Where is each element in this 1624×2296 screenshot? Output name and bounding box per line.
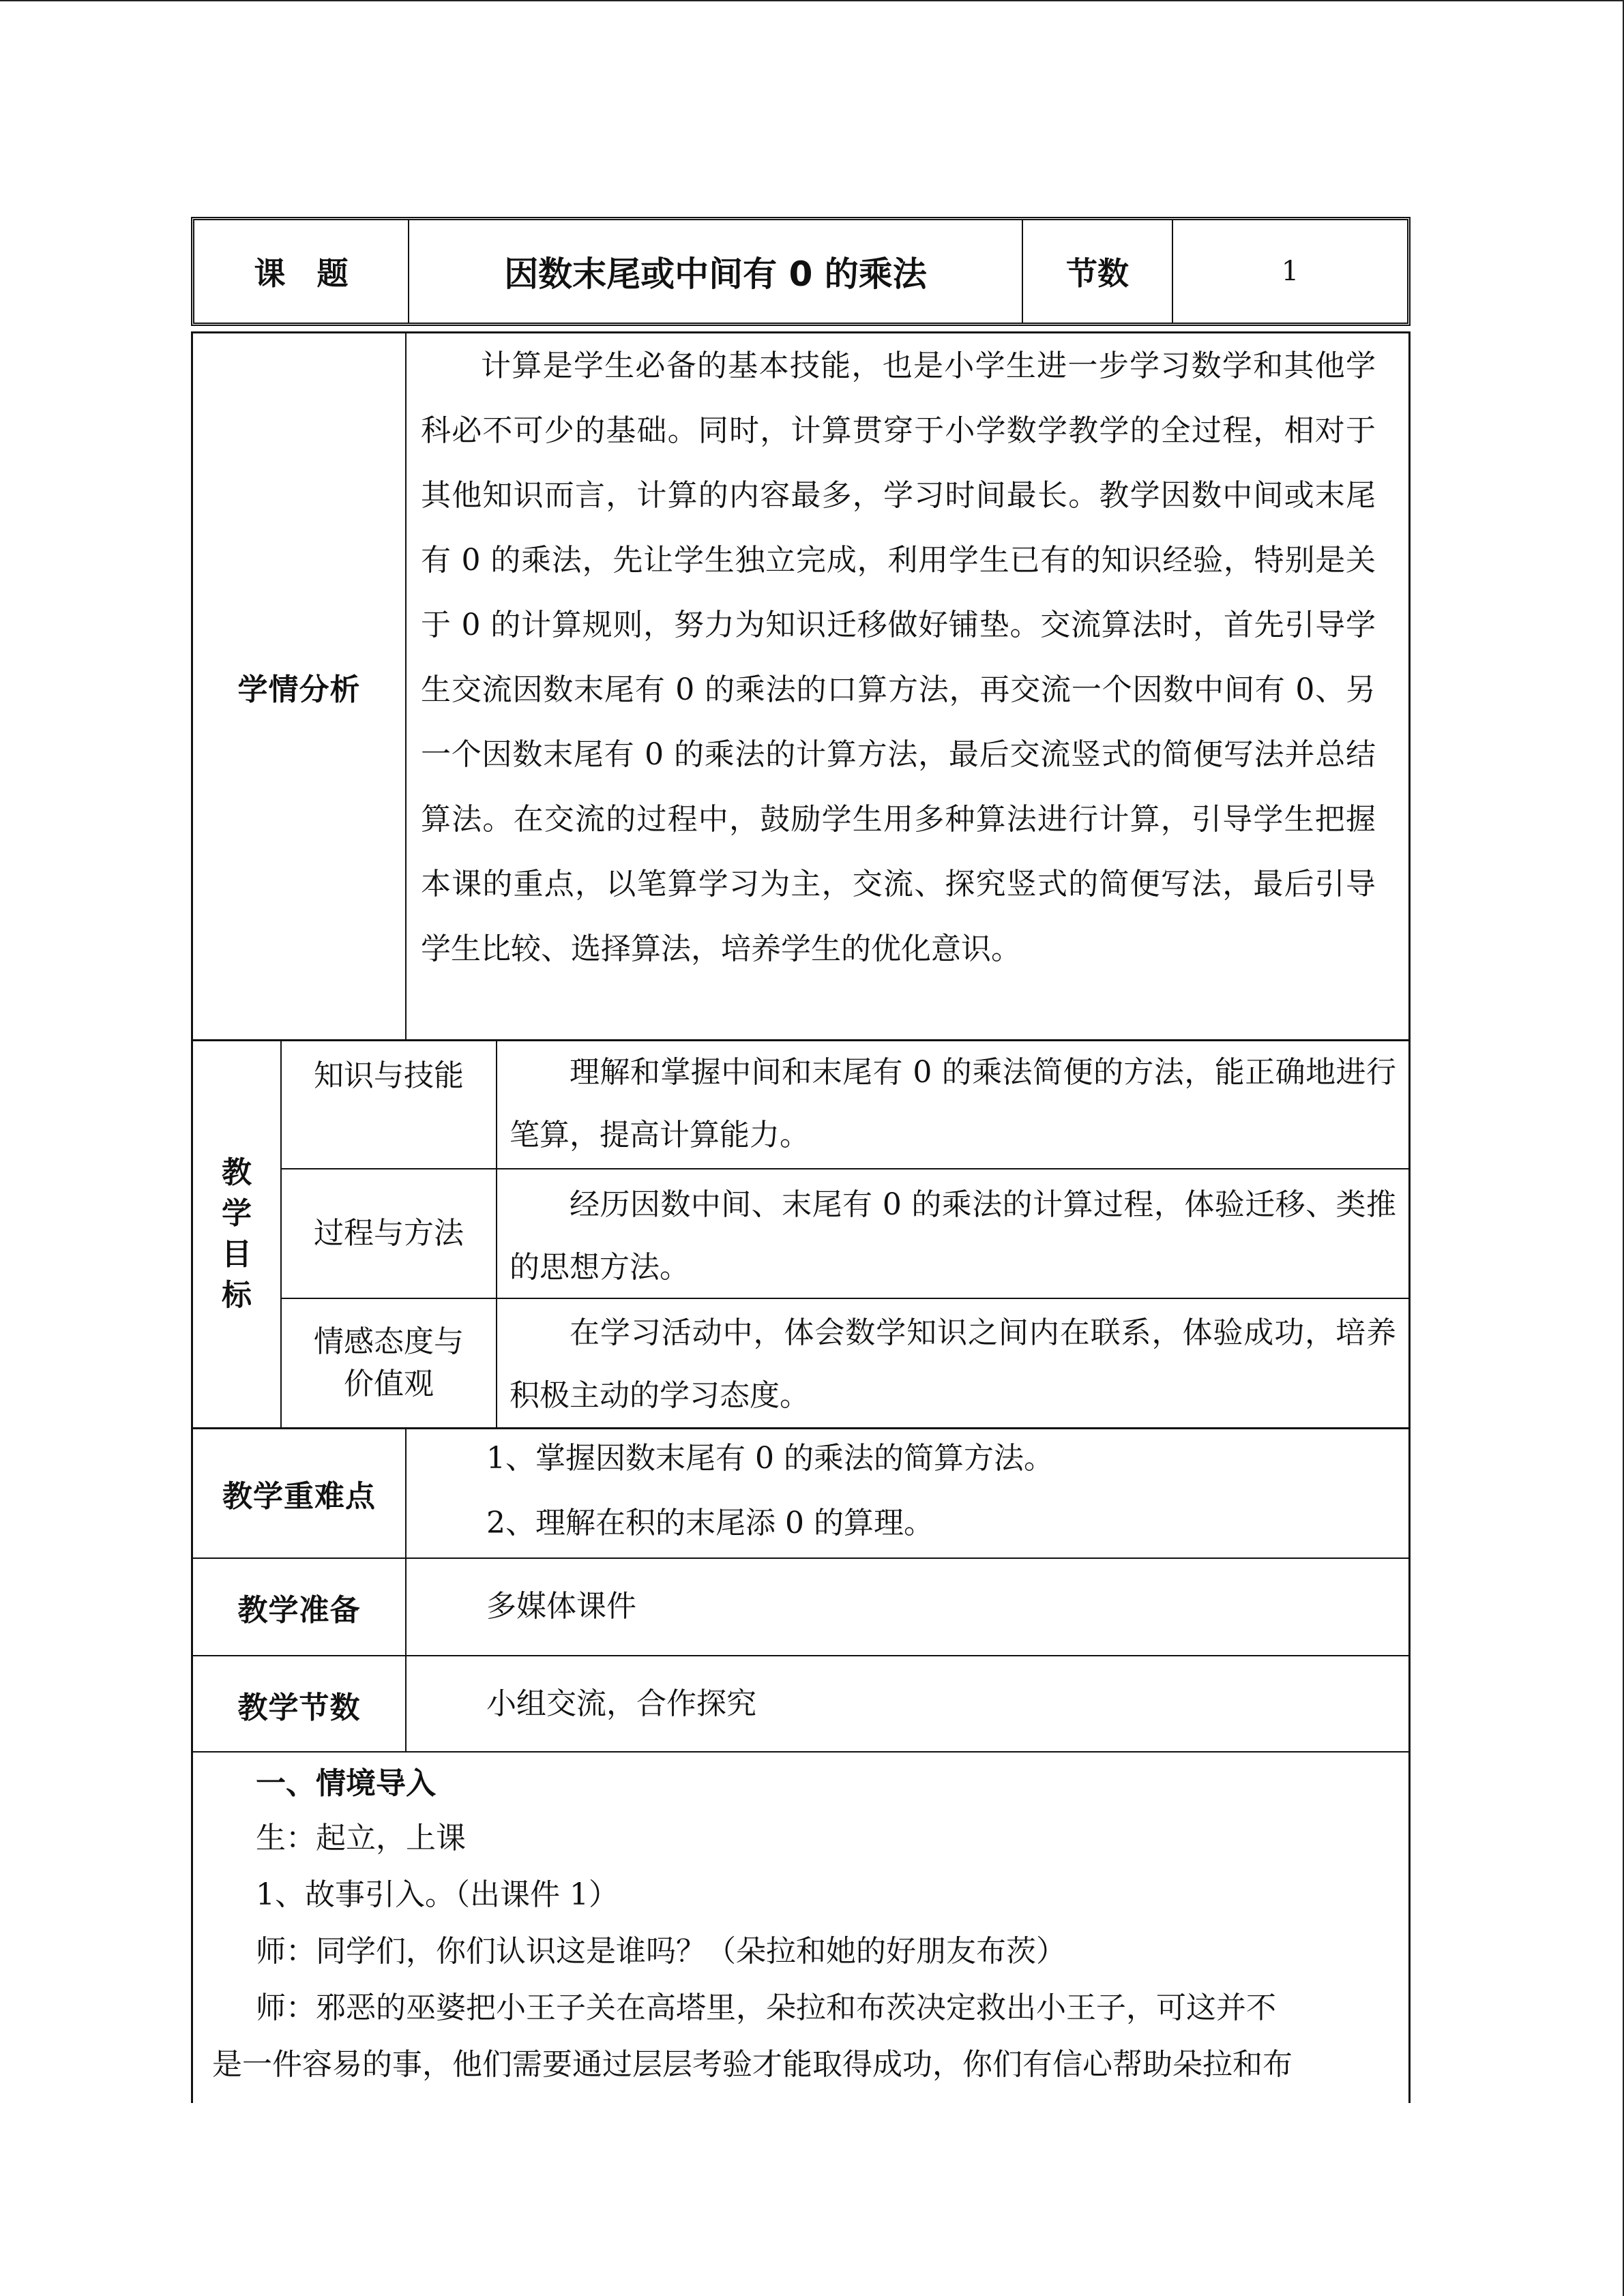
objectives-char: 标 [222, 1278, 252, 1313]
analysis-label: 学情分析 [237, 672, 361, 707]
objective-knowledge-text: 理解和掌握中间和末尾有 0 的乘法简便的方法，能正确地进行笔算，提高计算能力。 [510, 1055, 1396, 1152]
objective-knowledge-label: 知识与技能 [314, 1058, 464, 1093]
process-line: 师：邪恶的巫婆把小王子关在高塔里，朵拉和布茨决定救出小王子，可这并不 [256, 1991, 1276, 2025]
objectives-char: 学 [222, 1196, 252, 1231]
process-line: 师：同学们，你们认识这是谁吗？（朵拉和她的好朋友布茨） [256, 1934, 1066, 1969]
sessions-label: 节数 [1066, 255, 1129, 292]
keypoint-item: 1、掌握因数末尾有 0 的乘法的简算方法。 [486, 1441, 1054, 1476]
process-line: 1、故事引入。（出课件 1） [256, 1877, 619, 1912]
lesson-title: 因数末尾或中间有 0 的乘法 [504, 254, 927, 294]
topic-label: 课 题 [254, 255, 349, 292]
objective-emotion-text: 在学习活动中，体会数学知识之间内在联系，体验成功，培养积极主动的学习态度。 [510, 1315, 1396, 1413]
objective-emotion-label [282, 1299, 496, 1427]
keypoint-item: 2、理解在积的末尾添 0 的算理。 [486, 1506, 934, 1540]
objectives-char: 教 [222, 1155, 252, 1190]
divider [405, 1429, 407, 1751]
preparation-label: 教学准备 [237, 1592, 361, 1628]
method-label: 教学节数 [237, 1690, 361, 1725]
process-heading: 一、情境导入 [256, 1766, 436, 1801]
header-table [191, 217, 1411, 326]
divider [496, 1041, 497, 1427]
analysis-text: 计算是学生必备的基本技能，也是小学生进一步学习数学和其他学科必不可少的基础。同时，计算贯穿于小学数学教学的全过程，相对于其他知识而言，计算的内容最多，学习时间最长。教学因数中间或末尾有 0 的乘法，先让学生独立完成，利用学生已有的知识经验，特别是关于 0 的计算规则，努力为知识迁移做好铺垫。交流算法时，首先引导学生交流因数末尾有 0 的乘法的口算方法，再交流一个因数中间有 0、另一个因数末尾有 0 的乘法的计算方法，最后交流竖式的简便写法并总结算法。在交流的过程中，鼓励学生用多种算法进行计算，引导学生把握本课的重点，以笔算学习为主，交流、探究竖式的简便写法，最后引导学生比较、选择算法，培养学生的优化意识。 [421, 348, 1376, 966]
objective-emotion-label-line: 情感态度与 [314, 1324, 464, 1359]
objective-emotion-label-line: 价值观 [344, 1367, 434, 1401]
process-line: 是一件容易的事，他们需要通过层层考验才能取得成功，你们有信心帮助朵拉和布 [212, 2047, 1293, 2082]
process-line: 生：起立，上课 [256, 1821, 466, 1855]
objective-process-text: 经历因数中间、末尾有 0 的乘法的计算过程，体验迁移、类推的思想方法。 [510, 1187, 1396, 1285]
objectives-char: 目 [222, 1237, 252, 1272]
row-divider [193, 1751, 1408, 1753]
objectives-label [193, 1041, 280, 1427]
preparation-value: 多媒体课件 [486, 1589, 636, 1624]
sessions-value: 1 [1281, 256, 1299, 287]
method-value: 小组交流，合作探究 [486, 1686, 756, 1721]
lesson-plan-table [191, 331, 1411, 2103]
objective-process-label: 过程与方法 [314, 1216, 464, 1251]
divider [405, 333, 407, 1039]
keypoints-label: 教学重难点 [222, 1479, 376, 1514]
